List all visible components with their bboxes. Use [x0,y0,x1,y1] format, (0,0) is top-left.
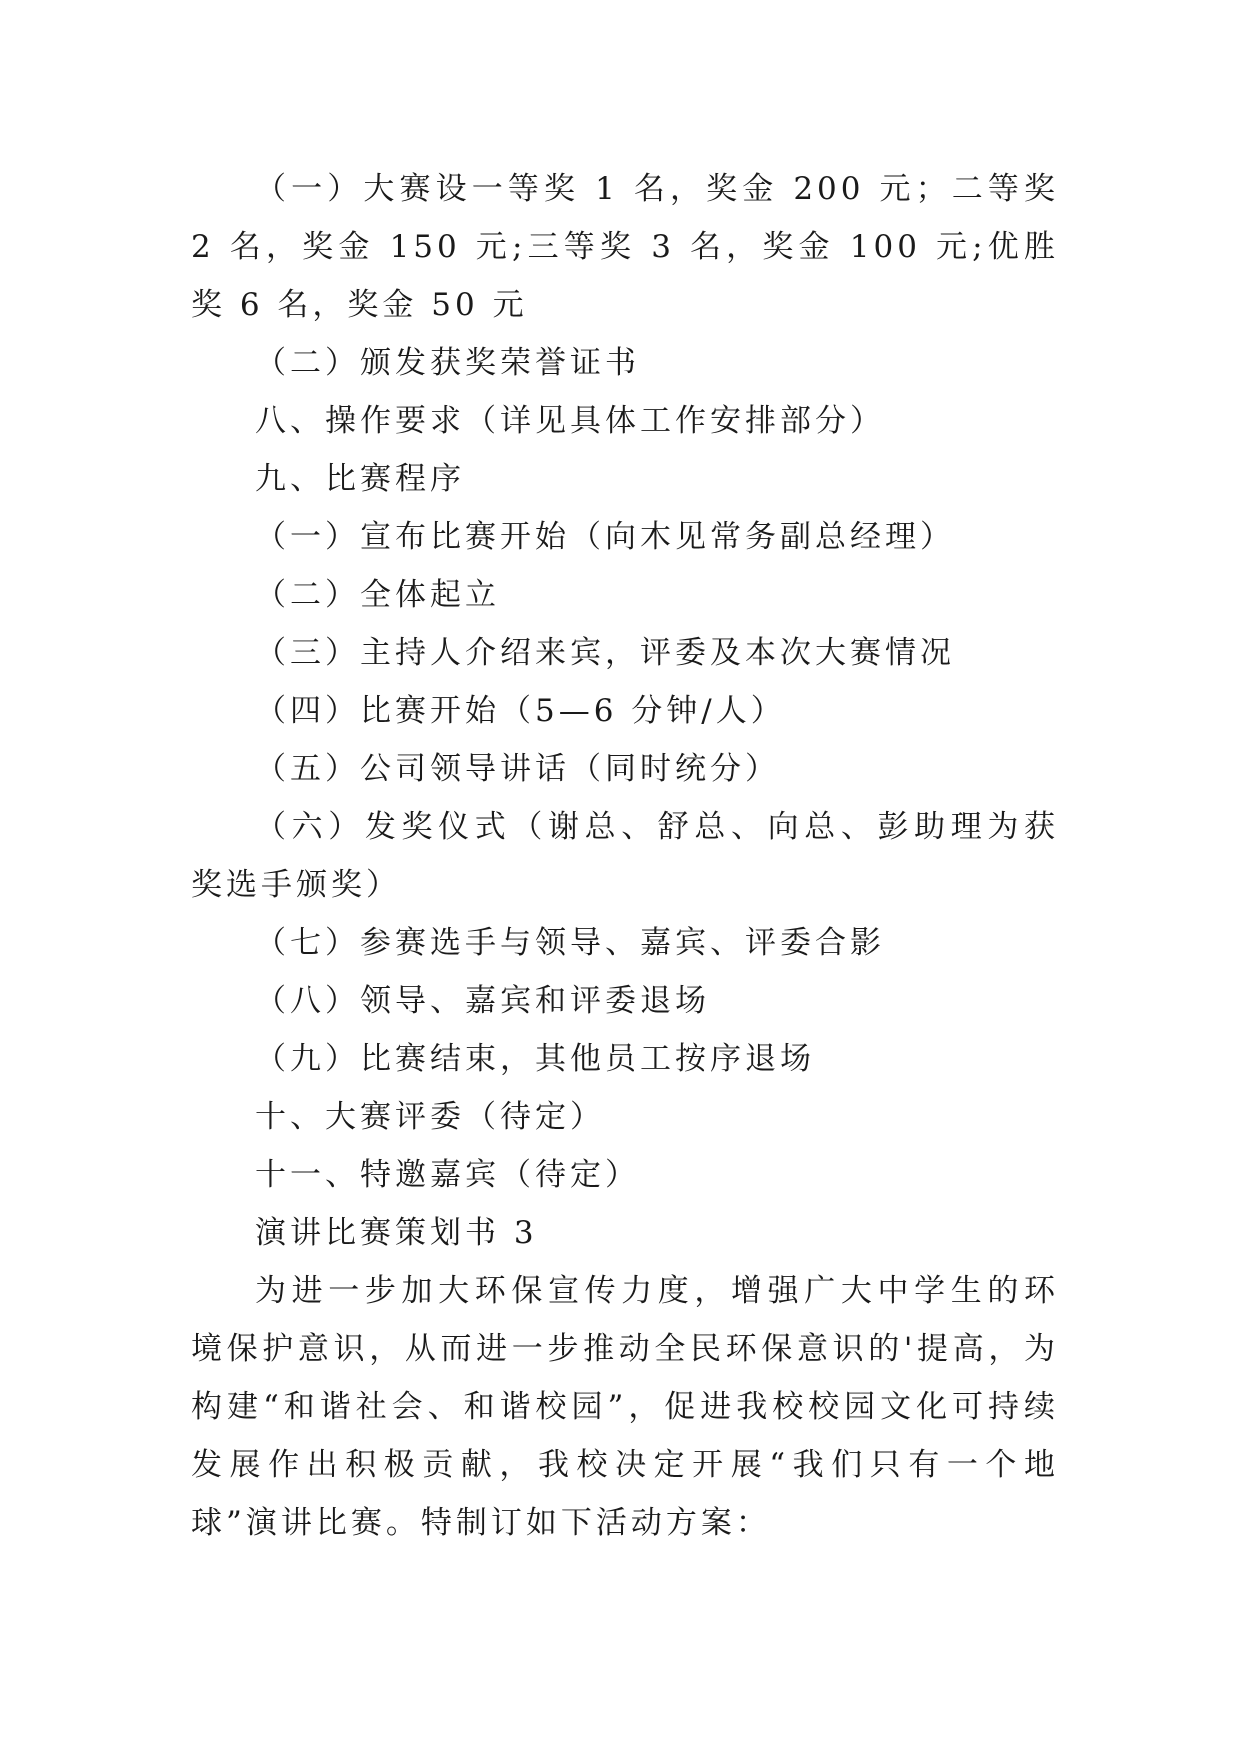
procedure-item-6: （六）发奖仪式（谢总、舒总、向总、彭助理为获奖选手颁奖） [191,809,1059,903]
paragraph-intro: 为进一步加大环保宣传力度，增强广大中学生的环境保护意识，从而进一步推动全民环保意识的'提高，为构建“和谐社会、和谐校园”，促进我校校园文化可持续发展作出积极贡献，我校决定开展“我们只有一个地球”演讲比赛。特制订如下活动方案： [191,1273,1059,1541]
procedure-item-8: （八）领导、嘉宾和评委退场 [255,983,710,1019]
document-body [191,160,1059,1552]
procedure-item-1: （一）宣布比赛开始（向木见常务副总经理） [255,519,955,555]
heading-competition-procedure: 九、比赛程序 [255,461,465,497]
heading-operation-requirements: 八、操作要求（详见具体工作安排部分） [255,403,885,439]
procedure-item-4: （四）比赛开始（5—6 分钟/人） [255,693,786,729]
procedure-item-3: （三）主持人介绍来宾，评委及本次大赛情况 [255,635,955,671]
section-title: 演讲比赛策划书 3 [255,1215,538,1251]
paragraph-awards: （一）大赛设一等奖 1 名，奖金 200 元；二等奖 2 名，奖金 150 元;三等奖 3 名，奖金 100 元;优胜奖 6 名，奖金 50 元 [191,171,1059,323]
heading-judges: 十、大赛评委（待定） [255,1099,605,1135]
procedure-item-5: （五）公司领导讲话（同时统分） [255,751,780,787]
procedure-item-7: （七）参赛选手与领导、嘉宾、评委合影 [255,925,885,961]
heading-special-guests: 十一、特邀嘉宾（待定） [255,1157,640,1193]
procedure-item-2: （二）全体起立 [255,577,500,613]
paragraph-certificates: （二）颁发获奖荣誉证书 [255,345,640,381]
procedure-item-9: （九）比赛结束，其他员工按序退场 [255,1041,815,1077]
